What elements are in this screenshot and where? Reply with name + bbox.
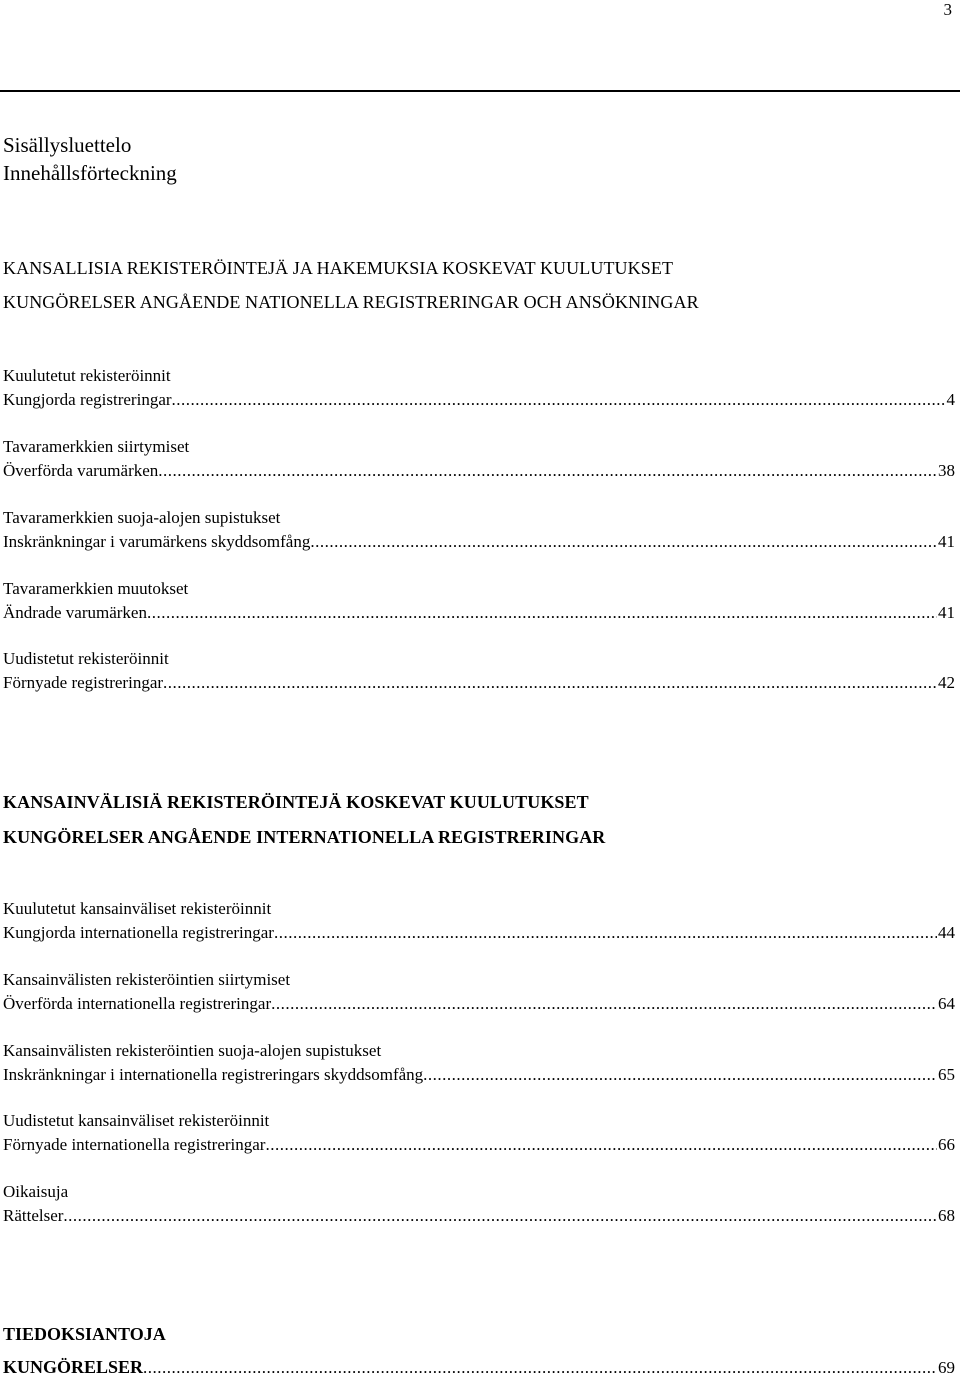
toc-entry-line: [3, 459, 955, 483]
toc-entry-line: [3, 992, 955, 1016]
dot-leader: [265, 1133, 937, 1157]
dot-leader: [310, 530, 937, 554]
toc-entry-line: [3, 1204, 955, 1228]
toc-entry-page: 69: [938, 1358, 955, 1377]
toc-entry-sv: Ändrade varumärken: [3, 603, 147, 622]
toc-entry-sv: Kungjorda registreringar: [3, 390, 172, 409]
international-heading-sv: KUNGÖRELSER ANGÅENDE INTERNATIONELLA REGISTRERINGAR: [3, 827, 606, 847]
notices-heading-sv: KUNGÖRELSER: [3, 1357, 144, 1377]
toc-entry-line: [3, 601, 955, 625]
toc-entry[interactable]: [3, 897, 955, 945]
toc-entry[interactable]: [3, 1109, 955, 1157]
toc-entry-page: 65: [938, 1065, 955, 1084]
toc-entry[interactable]: [3, 364, 955, 412]
toc-entry[interactable]: [3, 577, 955, 625]
toc-entry-fi: Kuulutetut kansainväliset rekisteröinnit: [3, 899, 272, 918]
dot-leader: [274, 921, 937, 945]
toc-entry[interactable]: [3, 647, 955, 695]
toc-entry-fi: Kansainvälisten rekisteröintien suoja-alojen supistukset: [3, 1041, 382, 1060]
toc-title-sv: Innehållsförteckning: [3, 161, 177, 185]
national-heading-fi: KANSALLISIA REKISTERÖINTEJÄ JA HAKEMUKSIA KOSKEVAT KUULUTUKSET: [3, 258, 674, 278]
toc-entry-page: 68: [938, 1206, 955, 1225]
toc-entry-fi: Kansainvälisten rekisteröintien siirtymiset: [3, 970, 291, 989]
toc-entry-sv: Inskränkningar i internationella registreringars skyddsomfång: [3, 1065, 424, 1084]
toc-entry-page: 4: [946, 390, 955, 409]
toc-entry-fi: Oikaisuja: [3, 1182, 69, 1201]
toc-entry[interactable]: [3, 968, 955, 1016]
toc-entry-fi: Tavaramerkkien siirtymiset: [3, 437, 190, 456]
toc-entry-line: [3, 1133, 955, 1157]
toc-entry-fi: Uudistetut rekisteröinnit: [3, 649, 169, 668]
toc-entry-page: 66: [938, 1135, 955, 1154]
toc-entry-page: 41: [938, 603, 955, 622]
page-number: 3: [943, 0, 952, 19]
toc-entry-fi: Kuulutetut rekisteröinnit: [3, 366, 171, 385]
dot-leader: [172, 388, 946, 412]
toc-entry-sv: Förnyade registreringar: [3, 673, 164, 692]
toc-entry-page: 41: [938, 532, 955, 551]
toc-entry-sv: Förnyade internationella registreringar: [3, 1135, 266, 1154]
toc-entry[interactable]: [3, 1180, 955, 1228]
header-rule: [0, 90, 960, 92]
notices-heading-fi: TIEDOKSIANTOJA: [3, 1324, 166, 1344]
toc-entry-sv: Kungjorda internationella registreringar: [3, 923, 274, 942]
dot-leader: [163, 671, 937, 695]
dot-leader: [271, 992, 937, 1016]
toc-entry-sv: Rättelser: [3, 1206, 64, 1225]
toc-entry-sv: Överförda varumärken: [3, 461, 159, 480]
toc-entry-sv: Överförda internationella registreringar: [3, 994, 272, 1013]
toc-entry-line: [3, 1063, 955, 1087]
toc-entry-page: 42: [938, 673, 955, 692]
toc-entry-sv: Inskränkningar i varumärkens skyddsomfång: [3, 532, 311, 551]
toc-entry[interactable]: [3, 506, 955, 554]
dot-leader: [158, 459, 937, 483]
toc-entry-line: [3, 921, 955, 945]
toc-entry-fi: Tavaramerkkien muutokset: [3, 579, 189, 598]
toc-entry-line: [3, 1350, 955, 1385]
toc-entry-page: 44: [938, 923, 955, 942]
dot-leader: [63, 1204, 937, 1228]
toc-entry-line: [3, 530, 955, 554]
toc-title-fi: Sisällysluettelo: [3, 133, 132, 157]
dot-leader: [147, 601, 937, 625]
toc-entry-page: 64: [938, 994, 955, 1013]
international-heading-fi: KANSAINVÄLISIÄ REKISTERÖINTEJÄ KOSKEVAT KUULUTUKSET: [3, 792, 589, 812]
toc-entry-line: [3, 388, 955, 412]
notices-entry[interactable]: [3, 1318, 955, 1385]
dot-leader: [143, 1351, 937, 1385]
toc-title: [3, 131, 177, 187]
toc-entry-line: [3, 671, 955, 695]
toc-entry-page: 38: [938, 461, 955, 480]
toc-entry[interactable]: [3, 1039, 955, 1087]
toc-entry[interactable]: [3, 435, 955, 483]
toc-entry-fi: Uudistetut kansainväliset rekisteröinnit: [3, 1111, 270, 1130]
national-heading-sv: KUNGÖRELSER ANGÅENDE NATIONELLA REGISTRERINGAR OCH ANSÖKNINGAR: [3, 292, 699, 312]
dot-leader: [423, 1063, 937, 1087]
toc-entry-fi: Tavaramerkkien suoja-alojen supistukset: [3, 508, 281, 527]
